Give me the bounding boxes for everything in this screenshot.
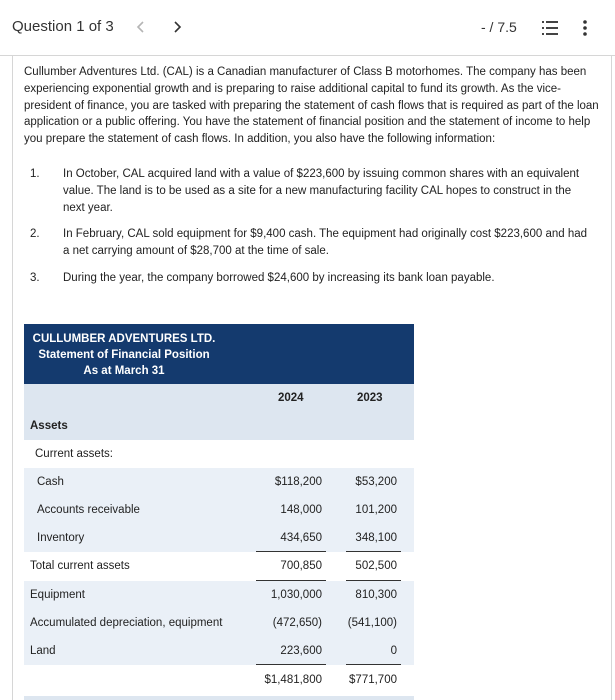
subtotal-line (256, 664, 326, 665)
year-2023-header: 2023 (357, 392, 383, 404)
row-label: Land (30, 645, 56, 657)
question-list-button[interactable] (539, 17, 561, 39)
table-row (24, 524, 414, 552)
table-row (24, 581, 414, 609)
table-row (24, 609, 414, 637)
item-number: 3. (30, 272, 40, 284)
row-label: Inventory (37, 532, 85, 544)
row-label: Equipment (30, 589, 85, 601)
value-2023: $53,200 (355, 476, 397, 488)
year-2024-header: 2024 (278, 392, 304, 404)
value-2023: (541,100) (347, 617, 397, 629)
value-2024: $118,200 (274, 476, 322, 488)
value-2023: 0 (390, 645, 397, 657)
next-question-button[interactable] (167, 14, 187, 40)
item-text: In October, CAL acquired land with a value of $223,600 by issuing common shares with an equivalent value. The land is to be used as a site for a new manufacturing facility CAL hopes to construct in the next year. (63, 168, 580, 214)
previous-question-button[interactable] (131, 14, 151, 40)
chevron-left-icon (131, 14, 151, 40)
value-2023: 348,100 (355, 532, 397, 544)
table-row (24, 552, 414, 580)
total-2024: $1,481,800 (264, 674, 322, 686)
company-name: CULLUMBER ADVENTURES LTD. (32, 333, 216, 345)
value-2024: 700,850 (280, 560, 322, 572)
assets-heading-row (24, 412, 414, 440)
row-label: Total current assets (30, 560, 130, 572)
statement-title: Statement of Financial Position (38, 349, 210, 361)
row-label: Accounts receivable (37, 504, 140, 516)
item-number: 1. (30, 168, 40, 180)
chevron-right-icon (167, 14, 187, 40)
value-2024: 434,650 (280, 532, 322, 544)
value-2024: 1,030,000 (270, 589, 322, 601)
question-intro: Cullumber Adventures Ltd. (CAL) is a Canadian manufacturer of Class B motorhomes. The company has been experiencing exponential growth and is preparing to raise additional capital to fund its growth. As the vice-president of finance, you are tasked with preparing the statement of cash flows that is required as part of the loan application or a public offering. You have the statement of financial position and the statement of income to help you prepare the statement of cash flows. In addition, you also have the following information: (24, 66, 599, 146)
item-text: In February, CAL sold equipment for $9,400 cash. The equipment had originally cost $223,600 and had a net carrying amount of $28,700 at the time of sale. (63, 228, 588, 257)
total-2023: $771,700 (349, 674, 397, 686)
current-assets-label: Current assets: (35, 448, 113, 460)
score-display: - / 7.5 (481, 19, 517, 35)
question-counter: Question 1 of 3 (12, 18, 114, 35)
item-text: During the year, the company borrowed $24,600 by increasing its bank loan payable. (63, 272, 495, 284)
question-body (12, 56, 612, 700)
question-header (0, 0, 615, 56)
table-row (24, 496, 414, 524)
row-label: Accumulated depreciation, equipment (30, 617, 223, 629)
value-2023: 101,200 (355, 504, 397, 516)
value-2024: 223,600 (280, 645, 322, 657)
statement-header (24, 324, 414, 384)
row-label: Cash (37, 476, 64, 488)
value-2023: 810,300 (355, 589, 397, 601)
list-icon (539, 17, 561, 39)
year-header-row (24, 384, 414, 412)
current-assets-row (24, 440, 414, 468)
more-options-button[interactable] (578, 17, 592, 39)
value-2023: 502,500 (355, 560, 397, 572)
value-2024: 148,000 (280, 504, 322, 516)
subtotal-line (346, 664, 401, 665)
item-number: 2. (30, 228, 40, 240)
value-2024: (472,650) (272, 617, 322, 629)
total-assets-row (24, 666, 414, 694)
statement-date: As at March 31 (83, 365, 165, 377)
more-vertical-icon (578, 17, 592, 39)
table-row (24, 637, 414, 665)
table-row (24, 468, 414, 496)
assets-heading: Assets (30, 420, 68, 432)
